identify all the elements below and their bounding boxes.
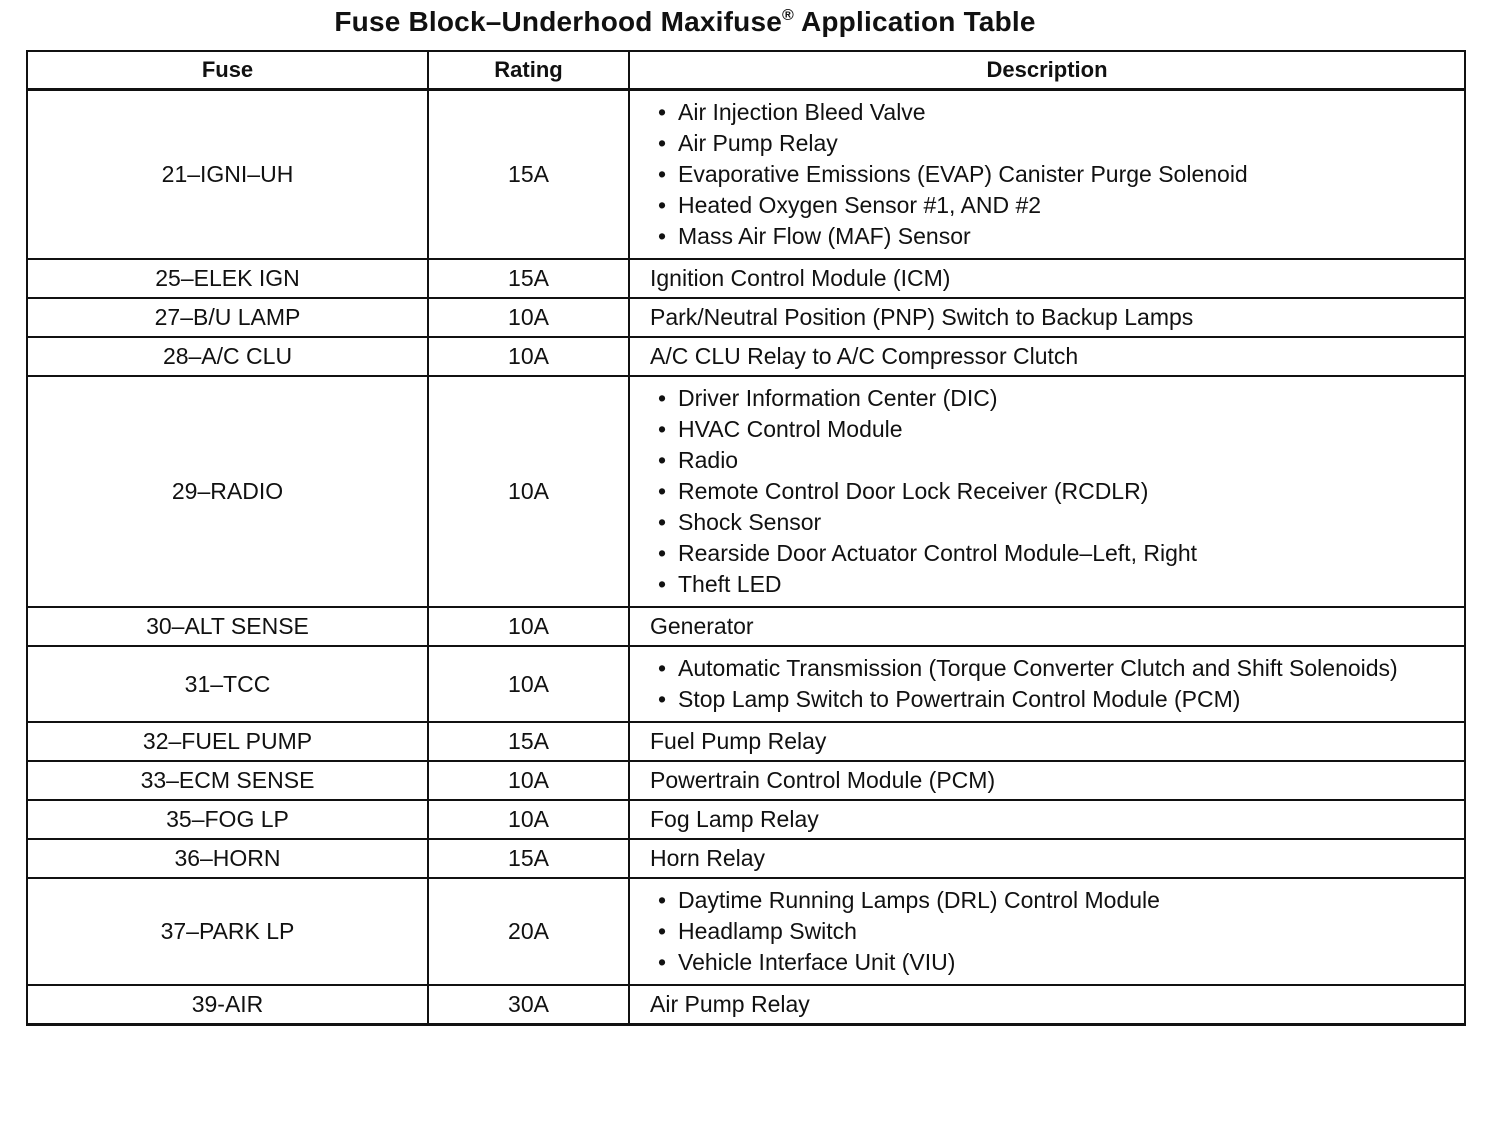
table-row xyxy=(27,722,1465,761)
column-header-rating: Rating xyxy=(428,51,629,90)
rating-cell: 10A xyxy=(428,800,629,839)
rating-cell: 10A xyxy=(428,337,629,376)
description-cell: Fuel Pump Relay xyxy=(629,722,1465,761)
rating-cell: 10A xyxy=(428,761,629,800)
table-row xyxy=(27,839,1465,878)
description-list-item: • Radio xyxy=(658,447,1464,474)
table-row xyxy=(27,985,1465,1025)
fuse-cell: 36–HORN xyxy=(27,839,428,878)
rating-cell: 10A xyxy=(428,607,629,646)
description-list-item: • Evaporative Emissions (EVAP) Canister Purge Solenoid xyxy=(658,161,1464,188)
table-row xyxy=(27,337,1465,376)
description-list-item: • Headlamp Switch xyxy=(658,918,1464,945)
description-list-item: • Air Injection Bleed Valve xyxy=(658,99,1464,126)
description-list xyxy=(630,879,1464,984)
table-body xyxy=(27,90,1465,1025)
registered-mark: ® xyxy=(782,7,795,24)
rating-cell: 15A xyxy=(428,839,629,878)
description-list-item: • Remote Control Door Lock Receiver (RCDLR) xyxy=(658,478,1464,505)
fuse-cell: 28–A/C CLU xyxy=(27,337,428,376)
rating-cell: 15A xyxy=(428,90,629,260)
description-cell xyxy=(629,646,1465,722)
description-cell: Fog Lamp Relay xyxy=(629,800,1465,839)
column-header-description: Description xyxy=(629,51,1465,90)
table-row xyxy=(27,878,1465,985)
description-list-item: • Stop Lamp Switch to Powertrain Control Module (PCM) xyxy=(658,686,1464,713)
description-cell xyxy=(629,376,1465,607)
rating-cell: 20A xyxy=(428,878,629,985)
description-list-item: • Daytime Running Lamps (DRL) Control Module xyxy=(658,887,1464,914)
rating-cell: 10A xyxy=(428,298,629,337)
description-list-item: • Shock Sensor xyxy=(658,509,1464,536)
fuse-cell: 32–FUEL PUMP xyxy=(27,722,428,761)
description-list-item: • Air Pump Relay xyxy=(658,130,1464,157)
header-row xyxy=(27,51,1465,90)
fuse-cell: 39-AIR xyxy=(27,985,428,1025)
description-cell xyxy=(629,878,1465,985)
fuse-cell: 31–TCC xyxy=(27,646,428,722)
description-list xyxy=(630,91,1464,258)
description-list xyxy=(630,377,1464,606)
column-header-fuse: Fuse xyxy=(27,51,428,90)
description-list-item: • Theft LED xyxy=(658,571,1464,598)
title-suffix: Application Table xyxy=(794,6,1036,37)
description-list-item: • HVAC Control Module xyxy=(658,416,1464,443)
page-title xyxy=(0,6,1370,38)
description-cell: Horn Relay xyxy=(629,839,1465,878)
rating-cell: 15A xyxy=(428,259,629,298)
fuse-cell: 25–ELEK IGN xyxy=(27,259,428,298)
table-row xyxy=(27,376,1465,607)
table-row xyxy=(27,298,1465,337)
fuse-cell: 30–ALT SENSE xyxy=(27,607,428,646)
description-list-item: • Driver Information Center (DIC) xyxy=(658,385,1464,412)
description-cell: Park/Neutral Position (PNP) Switch to Backup Lamps xyxy=(629,298,1465,337)
fuse-cell: 21–IGNI–UH xyxy=(27,90,428,260)
fuse-cell: 27–B/U LAMP xyxy=(27,298,428,337)
fuse-cell: 37–PARK LP xyxy=(27,878,428,985)
description-list-item: • Automatic Transmission (Torque Converter Clutch and Shift Solenoids) xyxy=(658,655,1464,682)
rating-cell: 10A xyxy=(428,376,629,607)
description-list-item: • Mass Air Flow (MAF) Sensor xyxy=(658,223,1464,250)
table-row xyxy=(27,800,1465,839)
fuse-cell: 35–FOG LP xyxy=(27,800,428,839)
fuse-cell: 29–RADIO xyxy=(27,376,428,607)
fuse-cell: 33–ECM SENSE xyxy=(27,761,428,800)
table-row xyxy=(27,607,1465,646)
rating-cell: 30A xyxy=(428,985,629,1025)
description-cell: A/C CLU Relay to A/C Compressor Clutch xyxy=(629,337,1465,376)
description-list-item: • Vehicle Interface Unit (VIU) xyxy=(658,949,1464,976)
rating-cell: 15A xyxy=(428,722,629,761)
description-cell: Ignition Control Module (ICM) xyxy=(629,259,1465,298)
description-cell: Air Pump Relay xyxy=(629,985,1465,1025)
description-list xyxy=(630,647,1464,721)
table-row xyxy=(27,646,1465,722)
rating-cell: 10A xyxy=(428,646,629,722)
description-cell xyxy=(629,90,1465,260)
description-list-item: • Heated Oxygen Sensor #1, AND #2 xyxy=(658,192,1464,219)
fuse-application-table xyxy=(26,50,1466,1026)
description-list-item: • Rearside Door Actuator Control Module–Left, Right xyxy=(658,540,1464,567)
description-cell: Generator xyxy=(629,607,1465,646)
table-row xyxy=(27,90,1465,260)
table-row xyxy=(27,761,1465,800)
description-cell: Powertrain Control Module (PCM) xyxy=(629,761,1465,800)
title-text: Fuse Block–Underhood Maxifuse xyxy=(334,6,783,37)
table-row xyxy=(27,259,1465,298)
